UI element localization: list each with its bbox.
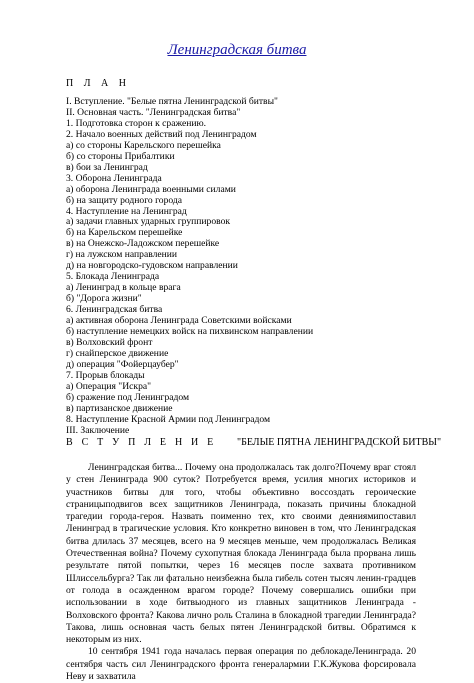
outline-item: б) на защиту родного города <box>66 194 183 206</box>
document-title: Ленинградская битва <box>167 42 307 58</box>
outline-item: в) бои за Ленинград <box>66 161 148 173</box>
outline-item: б) на Карельском перешейке <box>66 227 183 239</box>
outline-item: 7. Прорыв блокады <box>66 369 145 381</box>
outline-item: а) активная оборона Ленинграда Советскими войсками <box>66 315 292 327</box>
outline-item: в) партизанское движение <box>66 402 173 414</box>
paragraph: 10 сентября 1941 года началась первая операция по деблокадеЛенинграда. 20 сентября часть сил Ленинградского фронта генералармии Г.К.Жукова форсировала Неву и захватила <box>66 646 416 683</box>
intro-heading-subtitle: "БЕЛЫЕ ПЯТНА ЛЕНИНГРАДСКОЙ БИТВЫ" <box>237 437 442 448</box>
outline-item: 8. Наступление Красной Армии под Ленинградом <box>66 413 271 425</box>
outline-item: 5. Блокада Ленинграда <box>66 271 160 283</box>
outline-item: д) на новгородско-гудовском направлении <box>66 260 238 272</box>
outline-item: а) Операция "Искра" <box>66 380 152 392</box>
plan-heading: П Л А Н <box>66 78 130 89</box>
outline-item: I. Вступление. "Белые пятна Ленинградской битвы" <box>66 96 278 107</box>
outline-item: а) со стороны Карельского перешейка <box>66 139 221 151</box>
outline-item: а) задачи главных ударных группировок <box>66 216 231 228</box>
outline-item: 4. Наступление на Ленинград <box>66 205 187 217</box>
outline-item: д) операция "Фойерцаубер" <box>66 358 179 370</box>
outline-item: г) снайперское движение <box>66 347 169 359</box>
intro-heading <box>66 437 441 448</box>
outline-item: III. Заключение <box>66 424 130 436</box>
outline-item: 1. Подготовка сторон к сражению. <box>66 117 207 129</box>
intro-heading-label: В С Т У П Л Е Н И Е <box>66 437 217 448</box>
outline-item: 2. Начало военных действий под Ленинградом <box>66 128 257 140</box>
body-text <box>66 462 416 683</box>
outline-item: а) Ленинград в кольце врага <box>66 282 181 294</box>
outline-item: II. Основная часть. "Ленинградская битва" <box>66 106 241 118</box>
outline-item: в) на Онежско-Ладожском перешейке <box>66 238 220 250</box>
outline-item: а) оборона Ленинграда военными силами <box>66 183 236 195</box>
outline-item: 3. Оборона Ленинграда <box>66 172 162 184</box>
outline-item: б) "Дорога жизни" <box>66 293 142 305</box>
outline-item: 6. Ленинградская битва <box>66 304 163 316</box>
outline-list <box>66 97 313 437</box>
outline-item: б) со стороны Прибалтики <box>66 150 175 162</box>
outline-item: в) Волховский фронт <box>66 336 153 348</box>
outline-item: б) наступление немецких войск на пихвинском направлении <box>66 326 314 338</box>
paragraph: Ленинградская битва... Почему она продолжалась так долго?Почему враг стоял у стен Ленинграда 900 суток? Потребуется время, усилия многих историков и участников битвы для того, чтобы объективно воссоздать героические страницыподвигов всех защитников Ленинграда, показать причины блокадной трагедии города-героя. Назвать поименно тех, кто своими деяниямипоставил Ленинград в трагические условия. Кто конкретно виновен в том, что Ленинградская битва длилась 37 месяцев, всего на 9 месяцев меньше, чем продолжалась Великая Отечественная война? Почему сухопутная блокада Ленинграда была прорвана лишь результате пятой попытки, через 16 месяцев после захвата противником Шлиссельбурга? Так ли фатально неизбежна была гибель сотен тысяч ленин-градцев от голода в осажденном врагом городе? Почему совершались ошибки при использовании в ходе битвыодного из главных защитников Ленинграда - Волховского фронта? Какова лично роль Сталина в блокадной трагедии Ленинграда? Такова, лишь основная часть белых пятен Ленинградской битвы. Обратимся к некоторым из них. <box>66 462 416 646</box>
outline-item: б) сражение под Ленинградом <box>66 391 190 403</box>
outline-item: г) на лужском направлении <box>66 249 178 261</box>
